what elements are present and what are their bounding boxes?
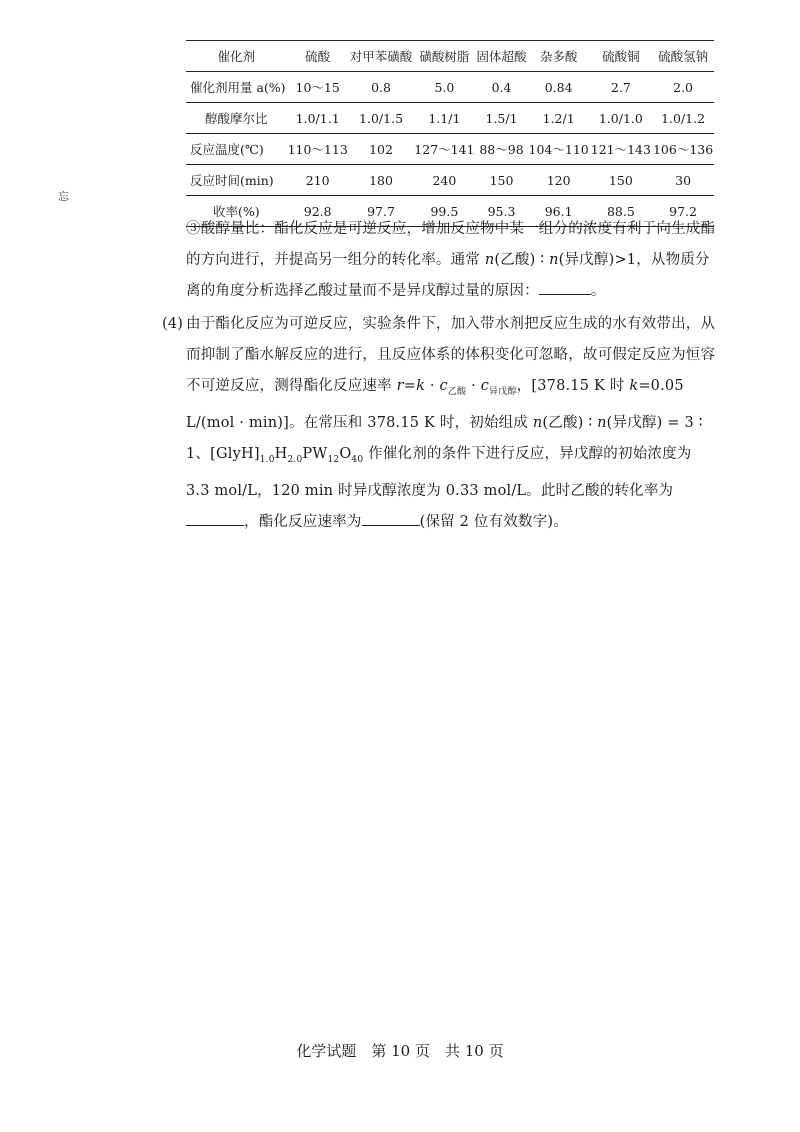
math-variable: c [480,378,490,394]
table-cell: 88～98 [479,142,524,157]
math-variable: c [439,378,448,394]
table-cell: 102 [369,141,393,157]
subscript: 乙酸 [447,386,467,397]
table-cell: 1.0/1.1 [295,110,340,126]
answer-blank[interactable] [186,509,244,526]
table-cell: 110～113 [287,142,348,157]
paragraph-text: 。 [590,283,606,299]
table-cell: 95.3 [487,203,516,219]
table-header-cell: 硫酸铜 [602,49,640,64]
table-cell: 127～141 [414,142,475,157]
subscript: 异戊醇 [489,386,517,397]
table-cell: 150 [489,172,514,188]
table-cell: 30 [675,172,692,188]
paragraph-text: (乙酸) ∶ [494,252,550,268]
table-header-cell: 磺酸树脂 [419,49,470,64]
table-cell: 99.5 [430,203,459,219]
row-label: 收率(%) [212,204,260,219]
paragraph-text: (乙酸) ∶ [542,414,598,431]
table-cell: 120 [546,172,571,188]
table-cell: 2.7 [610,79,631,95]
table-row [186,165,714,196]
math-variable: n [484,252,495,268]
table-cell: 0.84 [544,79,573,95]
paragraph-text: · [425,378,440,394]
question-3-paragraph [186,214,716,307]
table-cell: 180 [369,172,393,188]
table-cell: 1.0/1.5 [359,110,404,126]
paragraph-text: = [403,378,417,394]
subscript: 40 [351,454,364,465]
table-row [186,103,714,134]
math-variable: n [597,414,607,431]
table-header-cell: 对甲苯磺酸 [349,49,413,64]
answer-blank[interactable] [539,278,591,295]
paragraph-text: (保留 2 位有效数字)。 [419,513,568,530]
table-header-cell: 固体超酸 [476,49,527,64]
table-cell: 2.0 [673,79,694,95]
paragraph-text: (异戊醇)>1，从物质分离的角度分析选择乙酸过量而不是异戊醇过量的原因： [186,252,710,299]
table-cell: 0.4 [491,79,512,95]
paragraph-text: ③酸醇量比：酯化反应是可逆反应，增加反应物中某一组分的浓度有利于向生成酯的方向进行，并提高另一组分的转化率。通常 [186,221,716,268]
table-cell: 150 [608,172,633,188]
table-cell: 1.1/1 [428,110,461,126]
subscript: 1.0 [259,454,275,465]
question-4-paragraph [162,309,716,538]
table-cell: 92.8 [303,203,332,219]
table-cell: 88.5 [606,203,635,219]
margin-mark: 忘 [58,190,69,203]
table-cell: 210 [305,172,330,188]
row-label: 醇酸摩尔比 [205,111,268,126]
table-cell: 97.7 [367,203,395,219]
paragraph-text: (异戊醇) = 3 ∶ 1、[GlyH] [186,414,703,462]
table-cell: 97.2 [669,203,697,219]
table-row [186,134,714,165]
table-cell: 121～143 [590,142,651,157]
table-cell: 1.0/1.0 [598,110,643,126]
table-cell: 5.0 [434,79,455,95]
row-label: 催化剂用量 a(%) [190,80,286,95]
catalyst-table [186,40,714,227]
item-label: (4) [162,316,184,332]
paragraph-text: ，[378.15 K 时 [516,378,630,394]
math-variable: n [532,414,543,431]
math-variable: n [549,252,559,268]
answer-blank[interactable] [362,509,420,526]
table-header-row [186,41,714,72]
paragraph-text: 作催化剂的条件下进行反应，异戊醇的初始浓度为 3.3 mol/L，120 min 时异戊醇浓度为 0.33 mol/L。此时乙酸的转化率为 [186,445,692,499]
table-cell: 0.8 [371,79,391,95]
math-variable: k [416,378,426,394]
paragraph-text: · [466,378,481,394]
paragraph-text: PW [302,445,328,462]
table-header-cell: 催化剂 [217,49,256,64]
table-header-cell: 杂多酸 [539,49,578,64]
page-footer: 化学试题 第 10 页 共 10 页 [296,1042,504,1060]
table-header-cell: 硫酸氢钠 [658,49,709,64]
math-variable: r [396,378,404,394]
paragraph-text: =0.05 L/(mol · min)]。在常压和 378.15 K 时，初始组成 [186,378,684,431]
table-cell: 104～110 [528,142,589,157]
paragraph-text: O [339,445,352,462]
math-variable: k [629,378,639,394]
table-cell: 10～15 [295,80,340,95]
paragraph-text: H [274,445,288,462]
subscript: 12 [327,454,340,465]
table-row [186,72,714,103]
row-label: 反应温度(℃) [190,142,264,157]
table-cell: 1.2/1 [542,110,575,126]
table-cell: 96.1 [544,203,573,219]
table-cell: 1.5/1 [485,110,518,126]
row-label: 反应时间(min) [190,173,274,188]
table-cell: 240 [432,172,457,188]
paragraph-text: ，酯化反应速率为 [244,513,362,530]
paragraph-text: 由于酯化反应为可逆反应，实验条件下，加入带水剂把反应生成的水有效带出，从而抑制了酯水解反应的进行，且反应体系的体积变化可忽略，故可假定反应为恒容不可逆反应，测得酯化反应速率 [186,316,716,394]
table-header-cell: 硫酸 [305,49,331,64]
table-cell: 1.0/1.2 [661,110,706,126]
subscript: 2.0 [287,454,303,465]
table-cell: 106～136 [652,142,714,157]
